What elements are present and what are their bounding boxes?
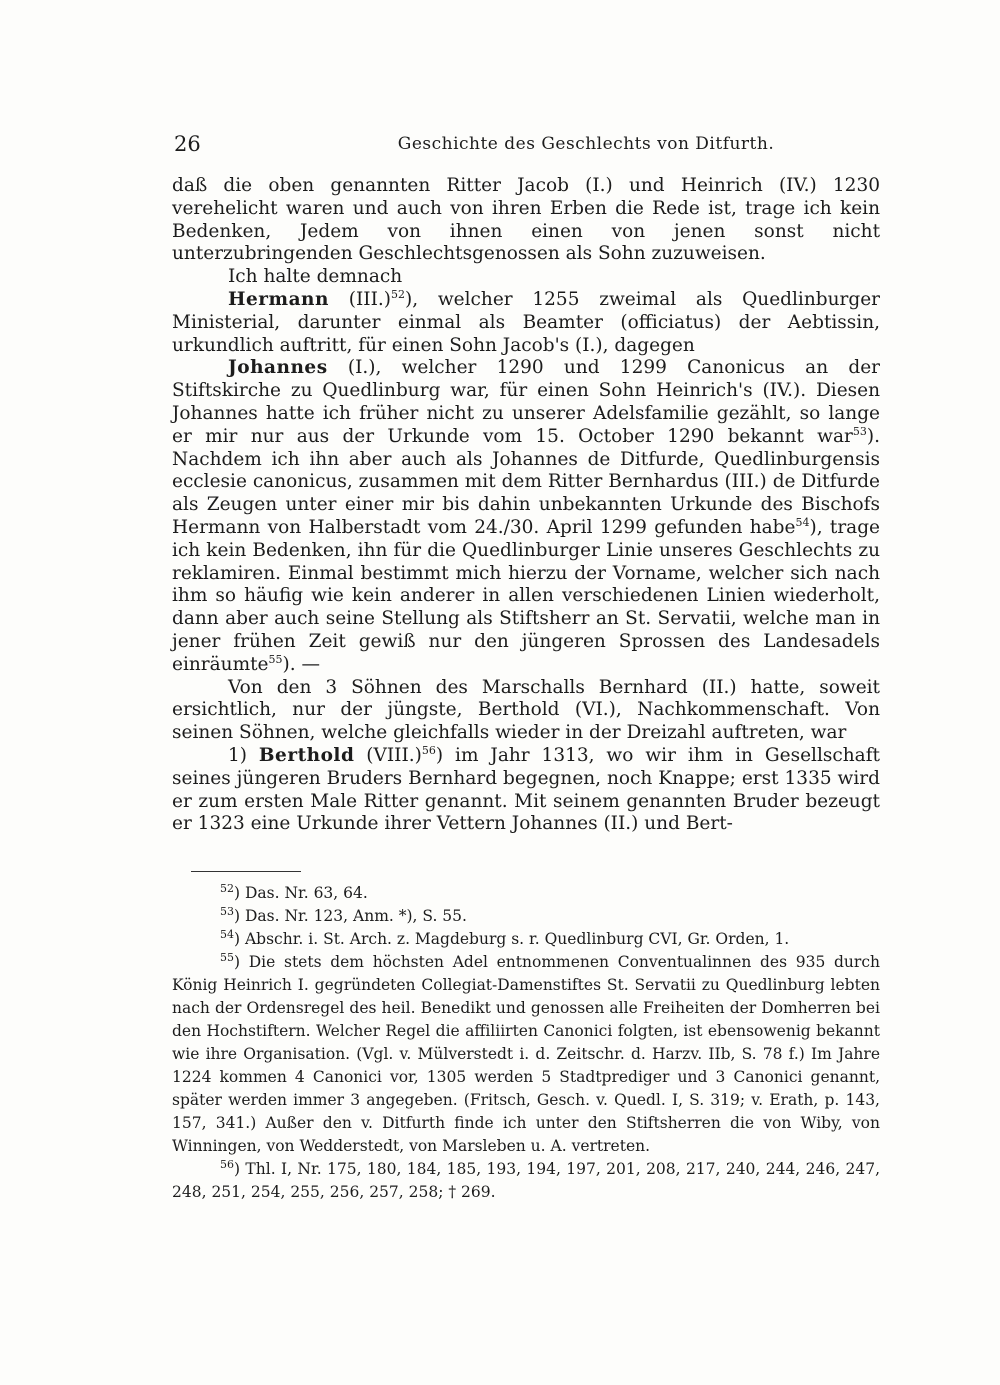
page-header <box>172 132 880 160</box>
footnote-ref: 56 <box>421 743 436 757</box>
footnote-ref: 55 <box>268 652 283 666</box>
paragraph-hermann: Hermann $(III.)^{52}$), welcher 1255 zweimal als Quedlinburger Ministerial, darunter einmal als Beamter (officiatus) der Aebtissin, urkundlich auftritt, für einen Sohn Jacob's (I.), dagegen <box>172 287 880 356</box>
footnote-54: $^{54}$) Abschr. i. St. Arch. z. Magdeburg s. r. Quedlinburg CVI, Gr. Orden, 1. <box>220 927 790 948</box>
footnote-divider <box>191 871 301 872</box>
paragraph-johannes: Johannes (I.), welcher 1290 und 1299 Canonicus an der Stiftskirche zu Quedlinburg war, für einen Sohn Heinrich's (IV.). Diesen Johannes hatte ich früher nicht zu unserer Adelsfamilie gezählt, so lange er mir nur aus der Urkunde vom 15. October 1290 bekannt war$^{53}$). Nachdem ich ihn aber auch als Johannes de Ditfurde, Quedlinburgensis ecclesie canonicus, zusammen mit dem Ritter Bernhardus (III.) de Ditfurde als Zeugen unter einer mir bis dahin unbekannten Urkunde des Bischofs Hermann von Halberstadt vom 24./30. April 1299 gefunden habe$^{54}$), trage ich kein Bedenken, ihn für die Quedlinburger Linie unseres Geschlechts zu reklamiren. Einmal bestimmt mich hierzu der Vorname, welcher sich nach ihm so häufig wie kein anderer in allen verschiedenen Linien wiederholt, dann aber auch seine Stellung als Stiftsherr an St. Servatii, welche man in jener frühen Zeit gewiß nur den jüngeren Sprossen des Landesadels einräumte$^{55}$). — <box>172 357 881 675</box>
main-text <box>172 175 880 836</box>
footnote-56: $^{56}$) Thl. I, Nr. 175, 180, 184, 185, 193, 194, 197, 201, 208, 217, 240, 244, 246, 247, 248, 251, 254, 255, 256, 257, 258; † 269. <box>172 1157 880 1201</box>
running-title: Geschichte des Geschlechts von Ditfurth. <box>397 134 775 154</box>
person-name: Berthold <box>258 744 355 766</box>
person-name: Hermann <box>228 288 329 310</box>
footnote-52: $^{52}$) Das. Nr. 63, 64. <box>220 881 368 902</box>
paragraph-berthold: 1) Berthold (VIII.)$^{56}$) im Jahr 1313, wo wir ihm in Gesellschaft seines jüngeren Bruders Bernhard begegnen, noch Knappe; erst 1335 wird er zum ersten Male Ritter genannt. Mit seinem genannten Bruder bezeugt er 1323 eine Urkunde ihrer Vettern Johannes (II.) und Bert- <box>172 743 880 835</box>
footnote-55: $^{55}$) Die stets dem höchsten Adel entnommenen Conventualinnen des 935 durch König Heinrich I. gegründeten Collegiat-Damenstiftes St. Servatii zu Quedlinburg lebten nach der Ordensregel des heil. Benedikt und genossen alle Freiheiten der Domherren bei den Hochstiftern. Welcher Regel die affiliirten Canonici folgten, ist ebensowenig bekannt wie ihre Organisation. (Vgl. v. Mülverstedt i. d. Zeitschr. d. Harzv. IIb, S. 78 f.) Im Jahre 1224 kommen 4 Canonici vor, 1305 werden 5 Stadtprediger und 3 Canonici genannt, später werden immer 3 angegeben. (Fritsch, Gesch. v. Quedl. I, S. 319; v. Erath, p. 143, 157, 341.) Außer den v. Ditfurth finde ich unter den Stiftsherren die von Wiby, von Winningen, von Wedderstedt, von Marsleben u. A. vertreten. <box>172 950 880 1155</box>
paragraph-soehne: Von den 3 Söhnen des Marschalls Bernhard (II.) hatte, soweit ersichtlich, nur der jüngste, Berthold (VI.), Nachkommenschaft. Von seinen Söhnen, welche gleichfalls wieder in der Dreizahl auftreten, war <box>172 676 880 744</box>
footnote-ref: 52 <box>390 287 405 301</box>
footnote-ref: 54 <box>795 515 810 529</box>
paragraph-1: daß die oben genannten Ritter Jacob (I.) und Heinrich (IV.) 1230 verehelicht waren und auch von ihren Erben die Rede ist, trage ich kein Bedenken, Jedem von ihnen einen von jenen sonst nicht unterzubringenden Geschlechtsgenossen als Sohn zuzuweisen. <box>172 175 880 265</box>
footnotes <box>172 882 880 1204</box>
page-number: 26 <box>174 132 201 156</box>
person-name: Johannes <box>228 357 328 379</box>
paragraph-2: Ich halte demnach <box>228 266 403 288</box>
footnote-53: $^{53}$) Das. Nr. 123, Anm. *), S. 55. <box>220 904 467 925</box>
footnote-ref: 53 <box>852 424 867 438</box>
